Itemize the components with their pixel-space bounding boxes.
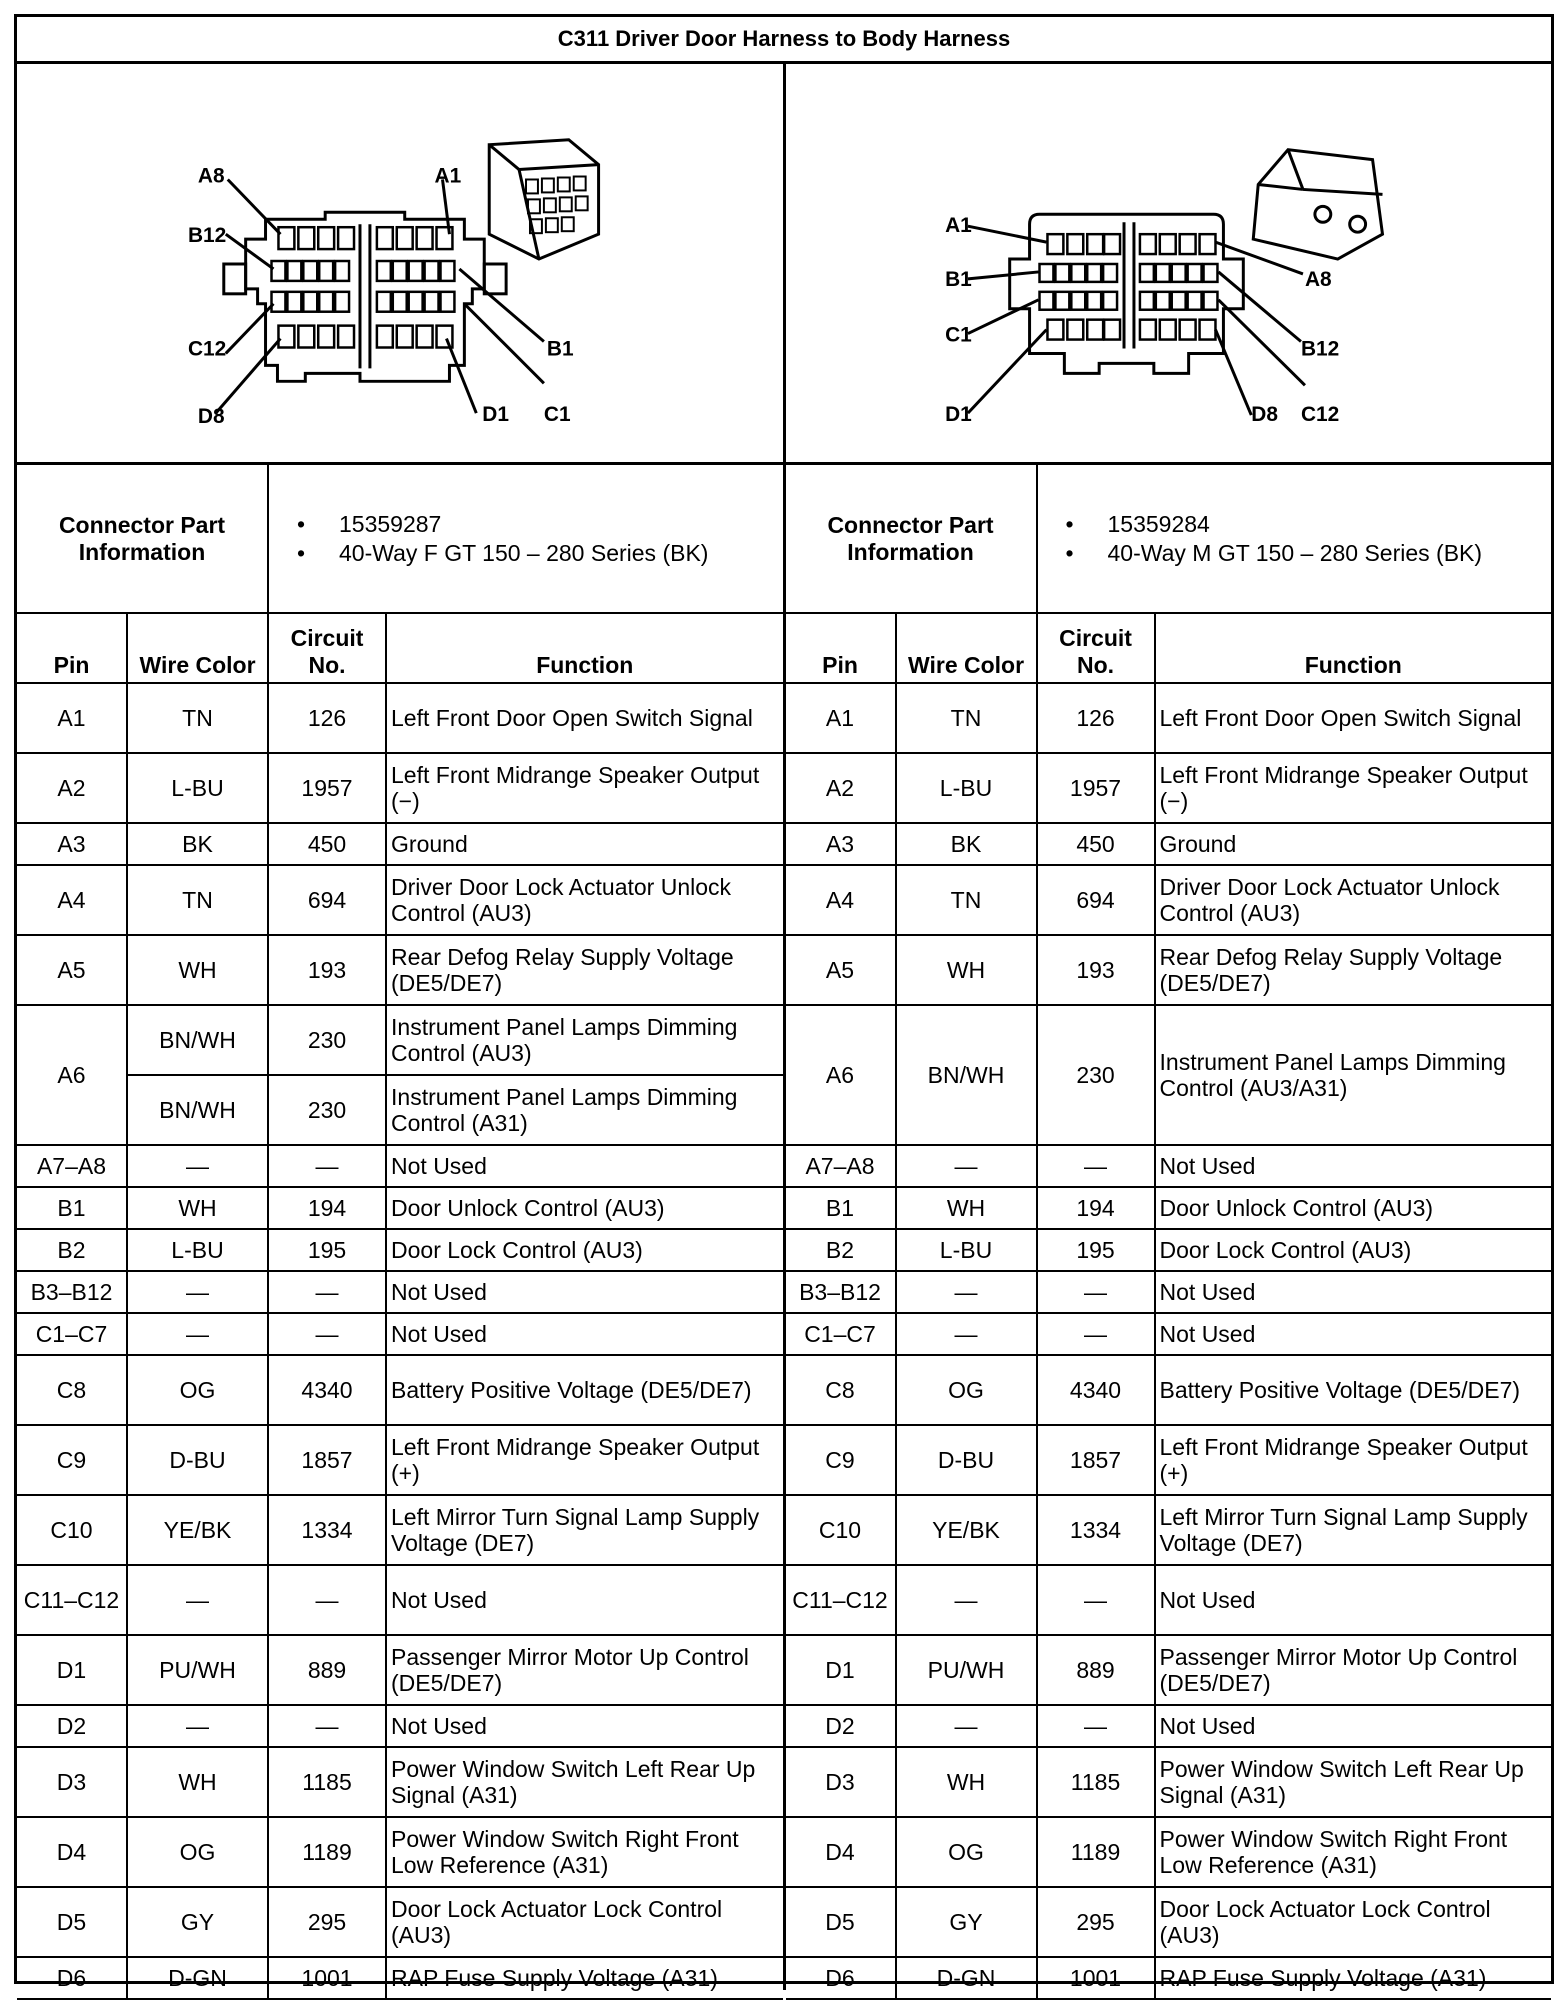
pin-label-b12: B12 (1300, 337, 1339, 361)
pinout-tables (17, 465, 1551, 1990)
header-row (786, 613, 1552, 683)
pin-label-c1: C1 (944, 323, 972, 347)
table-row: B1 WH 194 Door Unlock Control (AU3) (17, 1187, 783, 1229)
table-row: D6 D-GN 1001 RAP Fuse Supply Voltage (A31) (17, 1957, 783, 1999)
info-label: Connector Part Information (17, 465, 268, 613)
male-connector-diagram (783, 64, 1552, 462)
table-row: A5 WH 193 Rear Defog Relay Supply Voltage (DE5/DE7) (786, 935, 1552, 1005)
pin-label-b1: B1 (546, 337, 574, 361)
pin-label-d1: D1 (944, 403, 972, 427)
pin-label-a1: A1 (944, 214, 972, 238)
pin-label-c12: C12 (1300, 403, 1339, 427)
female-pinout-table (17, 465, 783, 2000)
connector-description: • 40-Way M GT 150 – 280 Series (BK) (1066, 540, 1547, 566)
table-row: C11–C12 — — Not Used (786, 1565, 1552, 1635)
male-pinout (783, 465, 1552, 1990)
table-row: D3 WH 1185 Power Window Switch Left Rear Up Signal (A31) (17, 1747, 783, 1817)
pin-label-c1: C1 (543, 403, 571, 427)
pin-label-d8: D8 (1250, 403, 1278, 427)
female-connector-drawing (17, 64, 783, 462)
table-row: D3 WH 1185 Power Window Switch Left Rear Up Signal (A31) (786, 1747, 1552, 1817)
header-function: Function (386, 613, 782, 683)
table-row: A1 TN 126 Left Front Door Open Switch Signal (786, 683, 1552, 753)
info-row (786, 465, 1552, 613)
table-row: D2 — — Not Used (786, 1705, 1552, 1747)
table-row: D5 GY 295 Door Lock Actuator Lock Control (AU3) (17, 1887, 783, 1957)
table-row: C10 YE/BK 1334 Left Mirror Turn Signal Lamp Supply Voltage (DE7) (786, 1495, 1552, 1565)
table-row: BN/WH 230 Instrument Panel Lamps Dimming Control (A31) (17, 1075, 783, 1145)
header-function: Function (1155, 613, 1551, 683)
table-row: D1 PU/WH 889 Passenger Mirror Motor Up Control (DE5/DE7) (17, 1635, 783, 1705)
table-row: D1 PU/WH 889 Passenger Mirror Motor Up Control (DE5/DE7) (786, 1635, 1552, 1705)
male-connector-drawing (786, 64, 1552, 462)
table-row: C9 D-BU 1857 Left Front Midrange Speaker Output (+) (786, 1425, 1552, 1495)
table-row: D4 OG 1189 Power Window Switch Right Front Low Reference (A31) (17, 1817, 783, 1887)
table-row: A1 TN 126 Left Front Door Open Switch Signal (17, 683, 783, 753)
table-row: C10 YE/BK 1334 Left Mirror Turn Signal Lamp Supply Voltage (DE7) (17, 1495, 783, 1565)
table-row: D5 GY 295 Door Lock Actuator Lock Control (AU3) (786, 1887, 1552, 1957)
part-number: • 15359284 (1066, 511, 1547, 537)
header-wire-color: Wire Color (127, 613, 268, 683)
info-values (268, 465, 782, 613)
info-values (1037, 465, 1551, 613)
info-label: Connector Part Information (786, 465, 1037, 613)
table-row: B2 L-BU 195 Door Lock Control (AU3) (17, 1229, 783, 1271)
pin-label-a8: A8 (1304, 267, 1332, 291)
table-row: A6 BN/WH 230 Instrument Panel Lamps Dimming Control (AU3) (17, 1005, 783, 1075)
header-circuit-no: Circuit No. (1037, 613, 1155, 683)
info-row (17, 465, 783, 613)
connector-description: • 40-Way F GT 150 – 280 Series (BK) (297, 540, 778, 566)
table-row: A2 L-BU 1957 Left Front Midrange Speaker Output (−) (17, 753, 783, 823)
table-row: C9 D-BU 1857 Left Front Midrange Speaker Output (+) (17, 1425, 783, 1495)
table-row: A4 TN 694 Driver Door Lock Actuator Unlock Control (AU3) (17, 865, 783, 935)
table-row: C8 OG 4340 Battery Positive Voltage (DE5/DE7) (786, 1355, 1552, 1425)
table-row: D4 OG 1189 Power Window Switch Right Front Low Reference (A31) (786, 1817, 1552, 1887)
table-row: C1–C7 — — Not Used (786, 1313, 1552, 1355)
table-row: D2 — — Not Used (17, 1705, 783, 1747)
header-circuit-no: Circuit No. (268, 613, 386, 683)
table-row: C11–C12 — — Not Used (17, 1565, 783, 1635)
pin-label-d1: D1 (482, 403, 509, 427)
page-title: C311 Driver Door Harness to Body Harness (17, 17, 1551, 64)
pin-label-b12: B12 (187, 224, 227, 248)
table-row: B2 L-BU 195 Door Lock Control (AU3) (786, 1229, 1552, 1271)
table-row: D6 D-GN 1001 RAP Fuse Supply Voltage (A31) (786, 1957, 1552, 1999)
table-row: A6 BN/WH 230 Instrument Panel Lamps Dimming Control (AU3/A31) (786, 1005, 1552, 1145)
connector-sheet (14, 14, 1554, 1991)
part-number: • 15359287 (297, 511, 778, 537)
pin-label-a1: A1 (434, 164, 462, 188)
pin-label-b1: B1 (944, 267, 972, 291)
header-wire-color: Wire Color (896, 613, 1037, 683)
pin-label-a8: A8 (197, 164, 225, 188)
table-row: A4 TN 694 Driver Door Lock Actuator Unlock Control (AU3) (786, 865, 1552, 935)
pin-label-c12: C12 (187, 337, 227, 361)
table-row: C1–C7 — — Not Used (17, 1313, 783, 1355)
table-row: A7–A8 — — Not Used (17, 1145, 783, 1187)
header-pin: Pin (17, 613, 127, 683)
female-pin-labels (188, 164, 574, 428)
header-row (17, 613, 783, 683)
header-pin: Pin (786, 613, 896, 683)
female-connector-diagram (17, 64, 783, 462)
female-pinout (17, 465, 783, 1990)
male-pinout-table (786, 465, 1552, 2000)
table-row: C8 OG 4340 Battery Positive Voltage (DE5/DE7) (17, 1355, 783, 1425)
table-row: A2 L-BU 1957 Left Front Midrange Speaker Output (−) (786, 753, 1552, 823)
table-row: B3–B12 — — Not Used (17, 1271, 783, 1313)
table-row: A5 WH 193 Rear Defog Relay Supply Voltage (DE5/DE7) (17, 935, 783, 1005)
table-row: A3 BK 450 Ground (17, 823, 783, 865)
pin-label-d8: D8 (197, 405, 225, 429)
table-row: B1 WH 194 Door Unlock Control (AU3) (786, 1187, 1552, 1229)
table-row: A3 BK 450 Ground (786, 823, 1552, 865)
table-row: B3–B12 — — Not Used (786, 1271, 1552, 1313)
connector-diagrams (17, 64, 1551, 465)
table-row: A7–A8 — — Not Used (786, 1145, 1552, 1187)
